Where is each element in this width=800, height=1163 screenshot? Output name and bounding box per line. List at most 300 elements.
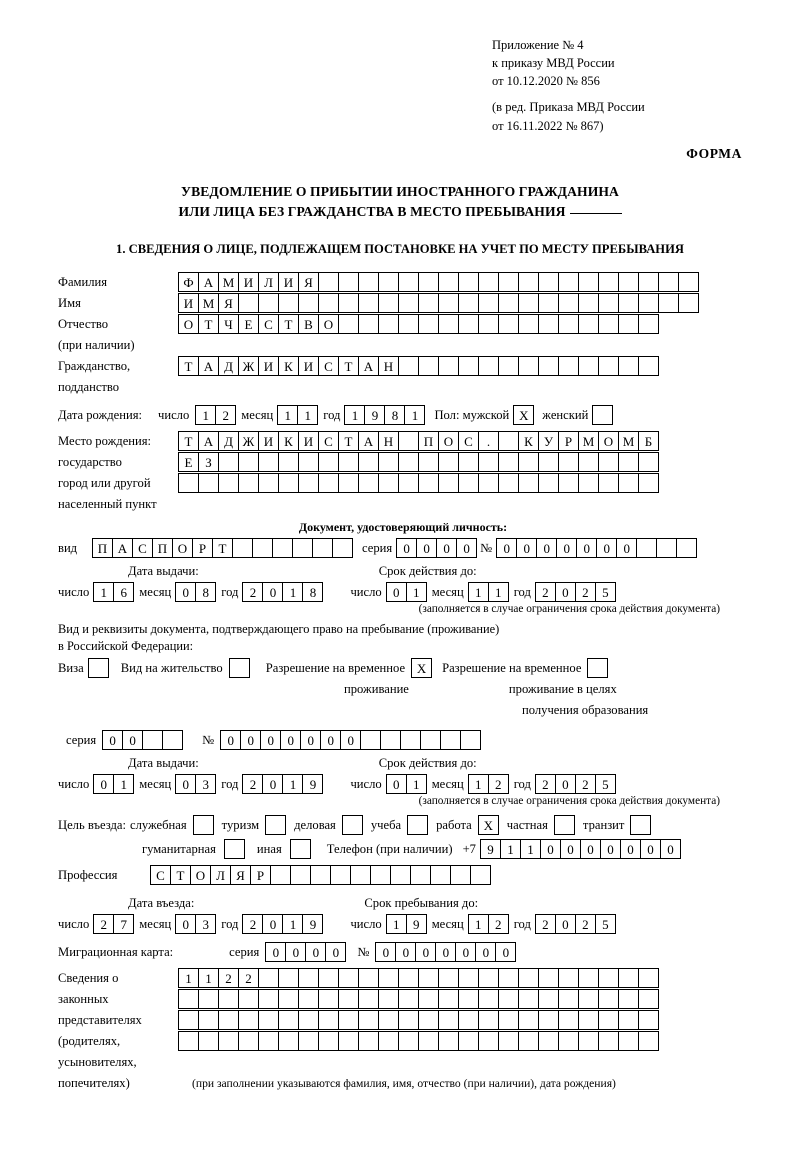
char-cell[interactable] (418, 473, 439, 493)
char-cell[interactable] (178, 473, 199, 493)
char-cell[interactable]: А (198, 431, 219, 451)
char-cell[interactable] (338, 989, 359, 1009)
char-cell[interactable] (458, 1031, 479, 1051)
purpose-checkbox-rabota[interactable]: Х (478, 815, 499, 835)
char-cell[interactable]: И (278, 272, 299, 292)
char-cell[interactable] (518, 1010, 539, 1030)
char-cell[interactable]: 9 (302, 774, 323, 794)
char-cell[interactable]: 0 (396, 538, 417, 558)
char-cell[interactable] (450, 865, 471, 885)
char-cell[interactable] (278, 968, 299, 988)
char-cell[interactable] (418, 1031, 439, 1051)
char-cell[interactable]: 0 (600, 839, 621, 859)
char-cell[interactable] (270, 865, 291, 885)
char-cell[interactable]: 0 (375, 942, 396, 962)
char-cell[interactable] (558, 1031, 579, 1051)
char-cell[interactable]: 1 (468, 774, 489, 794)
char-cell[interactable]: 0 (240, 730, 261, 750)
char-cell[interactable] (358, 473, 379, 493)
char-cell[interactable]: 0 (415, 942, 436, 962)
char-cell[interactable]: 0 (93, 774, 114, 794)
char-cell[interactable]: 0 (580, 839, 601, 859)
char-cell[interactable] (312, 538, 333, 558)
permit-issue-month-input[interactable] (175, 774, 215, 794)
char-cell[interactable] (398, 431, 419, 451)
char-cell[interactable] (518, 314, 539, 334)
char-cell[interactable] (658, 272, 679, 292)
char-cell[interactable] (538, 452, 559, 472)
edu-residence-checkbox[interactable] (587, 658, 608, 678)
char-cell[interactable] (578, 1031, 599, 1051)
char-cell[interactable]: 0 (386, 774, 407, 794)
char-cell[interactable]: 0 (536, 538, 557, 558)
char-cell[interactable] (598, 293, 619, 313)
char-cell[interactable]: 1 (297, 405, 318, 425)
char-cell[interactable]: 1 (195, 405, 216, 425)
char-cell[interactable] (162, 730, 183, 750)
char-cell[interactable]: Т (178, 431, 199, 451)
char-cell[interactable]: 0 (560, 839, 581, 859)
char-cell[interactable] (618, 293, 639, 313)
char-cell[interactable] (518, 989, 539, 1009)
char-cell[interactable] (498, 989, 519, 1009)
char-cell[interactable] (618, 452, 639, 472)
char-cell[interactable]: О (178, 314, 199, 334)
char-cell[interactable]: 9 (364, 405, 385, 425)
char-cell[interactable] (238, 1031, 259, 1051)
purpose-checkbox-tranzit[interactable] (630, 815, 651, 835)
char-cell[interactable] (478, 1031, 499, 1051)
char-cell[interactable]: 0 (495, 942, 516, 962)
migration-card-series-input[interactable] (265, 942, 345, 962)
char-cell[interactable]: И (238, 272, 259, 292)
char-cell[interactable] (538, 989, 559, 1009)
char-cell[interactable]: 3 (195, 774, 216, 794)
char-cell[interactable] (298, 452, 319, 472)
char-cell[interactable]: Я (230, 865, 251, 885)
char-cell[interactable] (478, 356, 499, 376)
char-cell[interactable] (318, 989, 339, 1009)
char-cell[interactable] (252, 538, 273, 558)
char-cell[interactable] (618, 968, 639, 988)
char-cell[interactable] (458, 356, 479, 376)
char-cell[interactable]: 0 (475, 942, 496, 962)
char-cell[interactable]: О (598, 431, 619, 451)
char-cell[interactable] (618, 473, 639, 493)
char-cell[interactable] (338, 473, 359, 493)
char-cell[interactable] (638, 293, 659, 313)
char-cell[interactable]: О (438, 431, 459, 451)
char-cell[interactable]: 3 (195, 914, 216, 934)
char-cell[interactable] (198, 473, 219, 493)
char-cell[interactable]: 0 (540, 839, 561, 859)
char-cell[interactable]: 2 (535, 582, 556, 602)
char-cell[interactable]: 5 (595, 914, 616, 934)
char-cell[interactable] (498, 431, 519, 451)
char-cell[interactable] (420, 730, 441, 750)
char-cell[interactable]: 1 (344, 405, 365, 425)
char-cell[interactable] (292, 538, 313, 558)
char-cell[interactable]: Л (258, 272, 279, 292)
char-cell[interactable] (418, 452, 439, 472)
char-cell[interactable]: 2 (575, 582, 596, 602)
char-cell[interactable] (440, 730, 461, 750)
char-cell[interactable] (438, 473, 459, 493)
char-cell[interactable]: М (218, 272, 239, 292)
char-cell[interactable] (398, 989, 419, 1009)
char-cell[interactable] (380, 730, 401, 750)
char-cell[interactable]: Е (238, 314, 259, 334)
char-cell[interactable] (618, 314, 639, 334)
char-cell[interactable] (418, 356, 439, 376)
char-cell[interactable]: 0 (175, 774, 196, 794)
char-cell[interactable] (218, 473, 239, 493)
char-cell[interactable] (378, 293, 399, 313)
char-cell[interactable]: 0 (320, 730, 341, 750)
char-cell[interactable] (218, 989, 239, 1009)
char-cell[interactable] (398, 293, 419, 313)
char-cell[interactable] (558, 314, 579, 334)
char-cell[interactable] (538, 314, 559, 334)
phone-input[interactable] (480, 839, 680, 859)
char-cell[interactable] (498, 473, 519, 493)
char-cell[interactable]: К (278, 431, 299, 451)
char-cell[interactable]: 2 (488, 914, 509, 934)
char-cell[interactable] (578, 473, 599, 493)
char-cell[interactable]: 0 (555, 582, 576, 602)
char-cell[interactable]: Ж (238, 356, 259, 376)
char-cell[interactable] (338, 452, 359, 472)
char-cell[interactable] (438, 356, 459, 376)
char-cell[interactable] (378, 272, 399, 292)
char-cell[interactable] (398, 452, 419, 472)
char-cell[interactable]: 0 (262, 582, 283, 602)
char-cell[interactable] (378, 989, 399, 1009)
char-cell[interactable] (358, 968, 379, 988)
char-cell[interactable] (318, 1031, 339, 1051)
char-cell[interactable]: . (478, 431, 499, 451)
char-cell[interactable] (458, 968, 479, 988)
char-cell[interactable]: Т (278, 314, 299, 334)
char-cell[interactable] (398, 968, 419, 988)
char-cell[interactable]: М (198, 293, 219, 313)
char-cell[interactable]: 1 (386, 914, 407, 934)
char-cell[interactable]: 0 (456, 538, 477, 558)
char-cell[interactable] (258, 473, 279, 493)
char-cell[interactable] (438, 452, 459, 472)
char-cell[interactable]: П (418, 431, 439, 451)
char-cell[interactable]: С (318, 431, 339, 451)
char-cell[interactable]: 0 (660, 839, 681, 859)
char-cell[interactable] (272, 538, 293, 558)
char-cell[interactable]: А (112, 538, 133, 558)
char-cell[interactable] (638, 473, 659, 493)
char-cell[interactable]: 6 (113, 582, 134, 602)
char-cell[interactable]: 0 (175, 582, 196, 602)
char-cell[interactable]: И (178, 293, 199, 313)
char-cell[interactable] (438, 272, 459, 292)
char-cell[interactable] (538, 473, 559, 493)
char-cell[interactable] (398, 473, 419, 493)
char-cell[interactable]: 9 (480, 839, 501, 859)
char-cell[interactable]: 9 (302, 914, 323, 934)
entry-year-input[interactable] (242, 914, 322, 934)
char-cell[interactable]: 0 (555, 914, 576, 934)
char-cell[interactable] (558, 452, 579, 472)
char-cell[interactable] (338, 1010, 359, 1030)
char-cell[interactable]: К (278, 356, 299, 376)
char-cell[interactable]: 7 (113, 914, 134, 934)
birthdate-day-input[interactable] (195, 405, 235, 425)
char-cell[interactable] (598, 272, 619, 292)
char-cell[interactable]: Р (558, 431, 579, 451)
char-cell[interactable] (498, 314, 519, 334)
char-cell[interactable]: Д (218, 356, 239, 376)
char-cell[interactable]: 0 (455, 942, 476, 962)
char-cell[interactable]: О (172, 538, 193, 558)
char-cell[interactable] (358, 1031, 379, 1051)
char-cell[interactable]: 0 (596, 538, 617, 558)
char-cell[interactable] (318, 293, 339, 313)
char-cell[interactable] (478, 452, 499, 472)
identity-valid-day-input[interactable] (386, 582, 426, 602)
char-cell[interactable]: Т (212, 538, 233, 558)
char-cell[interactable]: С (318, 356, 339, 376)
birthdate-year-input[interactable] (344, 405, 424, 425)
migration-card-number-input[interactable] (375, 942, 515, 962)
char-cell[interactable] (518, 293, 539, 313)
char-cell[interactable]: 1 (113, 774, 134, 794)
char-cell[interactable] (358, 1010, 379, 1030)
char-cell[interactable]: 0 (280, 730, 301, 750)
char-cell[interactable] (410, 865, 431, 885)
birthdate-month-input[interactable] (277, 405, 317, 425)
char-cell[interactable]: 0 (640, 839, 661, 859)
char-cell[interactable] (378, 968, 399, 988)
char-cell[interactable] (378, 314, 399, 334)
char-cell[interactable]: 0 (395, 942, 416, 962)
permit-valid-day-input[interactable] (386, 774, 426, 794)
purpose-checkbox-sluzhebnaya[interactable] (193, 815, 214, 835)
char-cell[interactable] (438, 1010, 459, 1030)
char-cell[interactable]: 2 (242, 774, 263, 794)
char-cell[interactable] (538, 356, 559, 376)
char-cell[interactable] (358, 314, 379, 334)
char-cell[interactable] (438, 968, 459, 988)
char-cell[interactable] (538, 1010, 559, 1030)
char-cell[interactable] (438, 989, 459, 1009)
char-cell[interactable] (498, 1010, 519, 1030)
char-cell[interactable] (498, 1031, 519, 1051)
char-cell[interactable] (558, 356, 579, 376)
char-cell[interactable] (558, 293, 579, 313)
char-cell[interactable]: 1 (282, 914, 303, 934)
purpose-checkbox-chastnaya[interactable] (554, 815, 575, 835)
char-cell[interactable] (318, 272, 339, 292)
char-cell[interactable] (478, 293, 499, 313)
char-cell[interactable] (278, 1031, 299, 1051)
birthplace-city-input-1[interactable] (178, 452, 658, 472)
char-cell[interactable] (298, 968, 319, 988)
legal-rep-input-2[interactable] (178, 989, 658, 1009)
char-cell[interactable] (638, 452, 659, 472)
char-cell[interactable]: И (298, 431, 319, 451)
char-cell[interactable]: 0 (325, 942, 346, 962)
char-cell[interactable]: А (358, 431, 379, 451)
permit-valid-month-input[interactable] (468, 774, 508, 794)
char-cell[interactable]: 1 (520, 839, 541, 859)
char-cell[interactable]: 0 (386, 582, 407, 602)
char-cell[interactable]: 0 (220, 730, 241, 750)
char-cell[interactable] (258, 452, 279, 472)
char-cell[interactable]: 5 (595, 774, 616, 794)
char-cell[interactable] (598, 1010, 619, 1030)
char-cell[interactable] (458, 1010, 479, 1030)
char-cell[interactable]: 8 (302, 582, 323, 602)
char-cell[interactable]: 1 (406, 582, 427, 602)
char-cell[interactable]: 2 (218, 968, 239, 988)
char-cell[interactable] (638, 1010, 659, 1030)
char-cell[interactable] (518, 272, 539, 292)
char-cell[interactable] (378, 1031, 399, 1051)
char-cell[interactable]: 2 (93, 914, 114, 934)
char-cell[interactable] (458, 272, 479, 292)
char-cell[interactable] (358, 272, 379, 292)
identity-valid-year-input[interactable] (535, 582, 615, 602)
char-cell[interactable] (656, 538, 677, 558)
char-cell[interactable] (258, 989, 279, 1009)
char-cell[interactable]: Е (178, 452, 199, 472)
char-cell[interactable]: 1 (500, 839, 521, 859)
char-cell[interactable] (142, 730, 163, 750)
char-cell[interactable] (398, 1010, 419, 1030)
char-cell[interactable] (290, 865, 311, 885)
legal-rep-input-1[interactable] (178, 968, 658, 988)
char-cell[interactable] (498, 272, 519, 292)
purpose-checkbox-turizm[interactable] (265, 815, 286, 835)
permit-series-input[interactable] (102, 730, 182, 750)
identity-doc-type-input[interactable] (92, 538, 352, 558)
char-cell[interactable] (418, 314, 439, 334)
char-cell[interactable] (338, 1031, 359, 1051)
char-cell[interactable] (458, 293, 479, 313)
char-cell[interactable] (558, 473, 579, 493)
char-cell[interactable] (558, 272, 579, 292)
char-cell[interactable]: Ж (238, 431, 259, 451)
char-cell[interactable]: 0 (436, 538, 457, 558)
char-cell[interactable] (310, 865, 331, 885)
char-cell[interactable]: 1 (488, 582, 509, 602)
char-cell[interactable]: 0 (555, 774, 576, 794)
char-cell[interactable]: 0 (516, 538, 537, 558)
char-cell[interactable] (198, 989, 219, 1009)
identity-issue-month-input[interactable] (175, 582, 215, 602)
citizenship-input[interactable] (178, 356, 658, 376)
char-cell[interactable] (438, 314, 459, 334)
surname-input[interactable] (178, 272, 698, 292)
patronymic-input[interactable] (178, 314, 658, 334)
char-cell[interactable] (238, 293, 259, 313)
char-cell[interactable] (258, 1031, 279, 1051)
char-cell[interactable]: С (258, 314, 279, 334)
char-cell[interactable] (638, 272, 659, 292)
char-cell[interactable] (318, 473, 339, 493)
char-cell[interactable] (278, 989, 299, 1009)
char-cell[interactable]: 0 (285, 942, 306, 962)
birthplace-country-input[interactable] (178, 431, 658, 451)
char-cell[interactable] (258, 1010, 279, 1030)
char-cell[interactable] (298, 989, 319, 1009)
char-cell[interactable]: 0 (340, 730, 361, 750)
char-cell[interactable] (538, 272, 559, 292)
char-cell[interactable] (338, 272, 359, 292)
char-cell[interactable] (370, 865, 391, 885)
char-cell[interactable] (478, 989, 499, 1009)
char-cell[interactable] (636, 538, 657, 558)
name-input[interactable] (178, 293, 698, 313)
char-cell[interactable]: 1 (93, 582, 114, 602)
char-cell[interactable] (578, 968, 599, 988)
char-cell[interactable] (578, 356, 599, 376)
char-cell[interactable] (358, 989, 379, 1009)
char-cell[interactable]: 0 (175, 914, 196, 934)
char-cell[interactable]: Д (218, 431, 239, 451)
permit-number-input[interactable] (220, 730, 480, 750)
char-cell[interactable]: Т (338, 431, 359, 451)
char-cell[interactable] (598, 452, 619, 472)
char-cell[interactable]: В (298, 314, 319, 334)
char-cell[interactable]: А (198, 272, 219, 292)
char-cell[interactable]: З (198, 452, 219, 472)
char-cell[interactable]: 2 (238, 968, 259, 988)
char-cell[interactable]: 1 (468, 914, 489, 934)
char-cell[interactable] (638, 989, 659, 1009)
char-cell[interactable]: Н (378, 356, 399, 376)
char-cell[interactable] (398, 1031, 419, 1051)
char-cell[interactable]: А (358, 356, 379, 376)
char-cell[interactable] (578, 272, 599, 292)
char-cell[interactable]: П (152, 538, 173, 558)
char-cell[interactable] (318, 968, 339, 988)
char-cell[interactable] (338, 314, 359, 334)
char-cell[interactable]: Р (250, 865, 271, 885)
char-cell[interactable] (338, 968, 359, 988)
char-cell[interactable] (398, 356, 419, 376)
sex-female-checkbox[interactable] (592, 405, 613, 425)
entry-month-input[interactable] (175, 914, 215, 934)
char-cell[interactable] (218, 452, 239, 472)
char-cell[interactable] (598, 989, 619, 1009)
char-cell[interactable]: О (190, 865, 211, 885)
char-cell[interactable]: О (318, 314, 339, 334)
purpose-checkbox-delovaya[interactable] (342, 815, 363, 835)
char-cell[interactable] (578, 1010, 599, 1030)
temp-residence-checkbox[interactable]: Х (411, 658, 432, 678)
char-cell[interactable] (278, 1010, 299, 1030)
profession-input[interactable] (150, 865, 490, 885)
char-cell[interactable] (498, 293, 519, 313)
char-cell[interactable] (478, 1010, 499, 1030)
char-cell[interactable] (460, 730, 481, 750)
char-cell[interactable]: Я (298, 272, 319, 292)
char-cell[interactable]: 0 (260, 730, 281, 750)
char-cell[interactable]: 0 (616, 538, 637, 558)
char-cell[interactable]: 1 (468, 582, 489, 602)
char-cell[interactable] (318, 1010, 339, 1030)
char-cell[interactable] (458, 314, 479, 334)
char-cell[interactable]: 0 (620, 839, 641, 859)
char-cell[interactable] (418, 989, 439, 1009)
